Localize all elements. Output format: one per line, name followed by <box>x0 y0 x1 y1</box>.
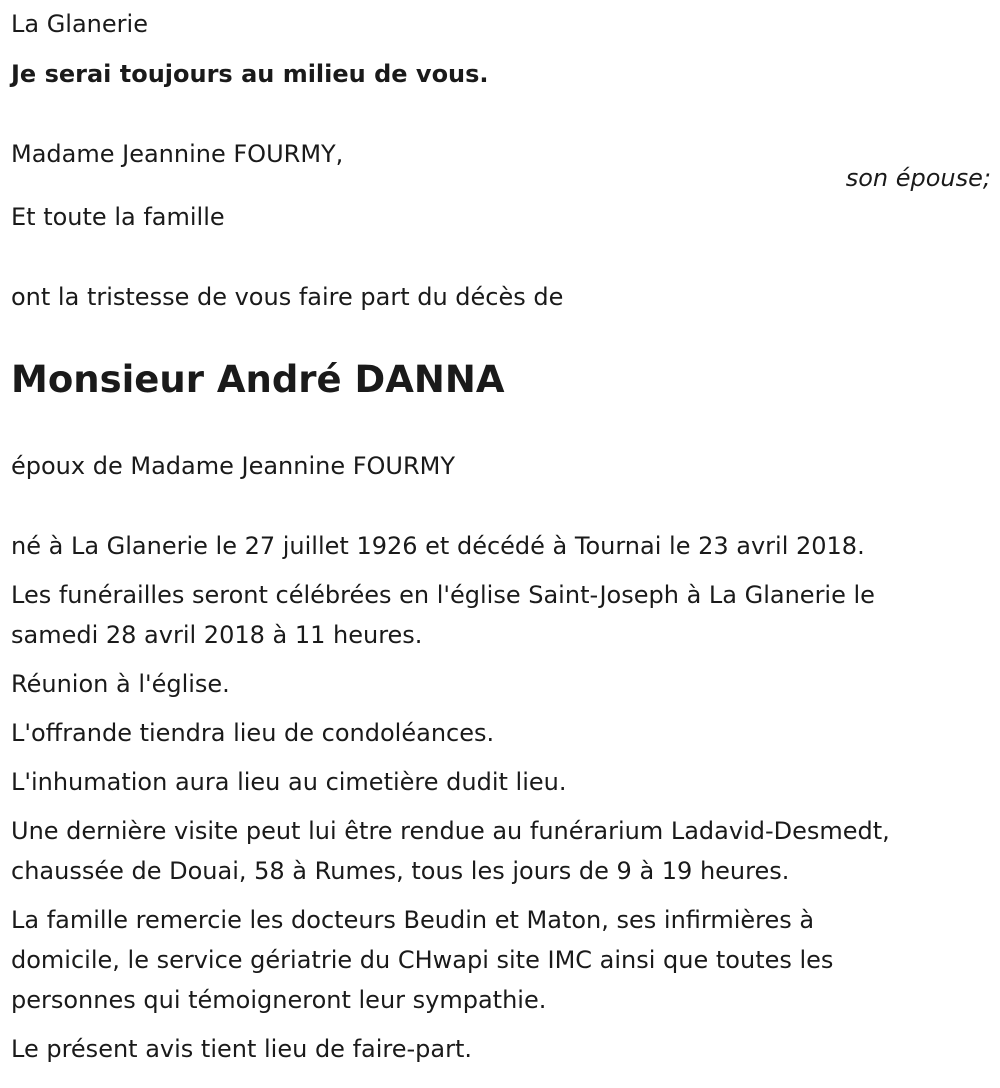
deceased-name: Monsieur André DANNA <box>11 358 505 401</box>
motto: Je serai toujours au milieu de vous. <box>11 60 489 88</box>
place-name: La Glanerie <box>11 10 148 38</box>
burial-paragraph: L'inhumation aura lieu au cimetière dudit lieu. <box>11 768 567 796</box>
birth-death-paragraph: né à La Glanerie le 27 juillet 1926 et décédé à Tournai le 23 avril 2018. <box>11 532 865 560</box>
visit-paragraph: Une dernière visite peut lui être rendue au funérarium Ladavid-Desmedt, chaussée de Douai, 58 à Rumes, tous les jours de 9 à 19 heures. <box>11 817 890 885</box>
announcement-text: ont la tristesse de vous faire part du décès de <box>11 283 564 311</box>
details-block <box>11 526 991 1078</box>
funeral-paragraph: Les funérailles seront célébrées en l'église Saint-Joseph à La Glanerie le samedi 28 avril 2018 à 11 heures. <box>11 581 875 649</box>
thanks-paragraph: La famille remercie les docteurs Beudin et Maton, ses infirmières à domicile, le service gériatrie du CHwapi site IMC ainsi que toutes les personnes qui témoigneront leur sympathie. <box>11 906 834 1014</box>
mourner-family: Et toute la famille <box>11 203 225 231</box>
mourner-name: Madame Jeannine FOURMY, <box>11 140 344 168</box>
spouse-line: époux de Madame Jeannine FOURMY <box>11 452 456 480</box>
notice-paragraph: Le présent avis tient lieu de faire-part. <box>11 1035 473 1063</box>
meeting-paragraph: Réunion à l'église. <box>11 670 230 698</box>
offering-paragraph: L'offrande tiendra lieu de condoléances. <box>11 719 495 747</box>
mourner-relation: son épouse; <box>845 164 991 192</box>
